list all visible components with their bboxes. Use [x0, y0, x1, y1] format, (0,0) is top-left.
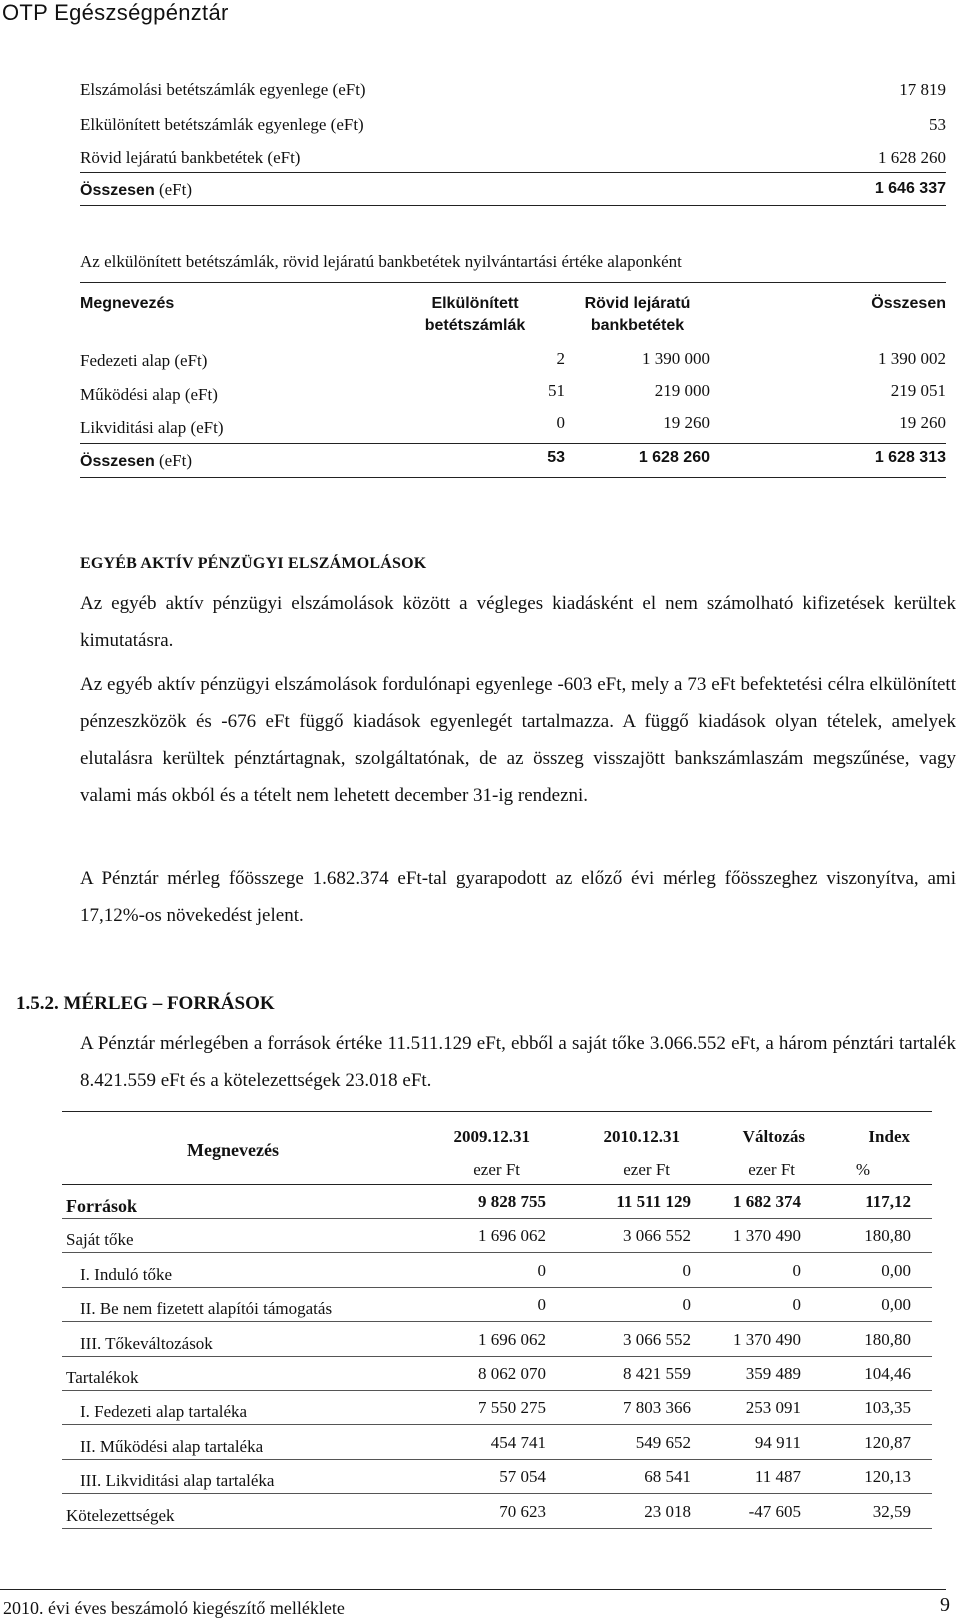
paragraph: Az egyéb aktív pénzügyi elszámolások fordulónapi egyenlege -603 eFt, mely a 73 eFt befektetési célra elkülönített pénzeszközök és -676 eFt függő kiadások egyenlegét tartalmazza. A függő kiadások olyan tételek, amelyek elutalásra kerültek pénztártagnak, szolgáltatónak, de az összeg visszajött bankszámlaszám megszűnése, vagy valami más okból és a tételt nem lehetett december 31-ig rendezni. — [80, 674, 956, 806]
cell: 0 — [792, 1295, 801, 1315]
cell: 11 511 129 — [616, 1192, 691, 1211]
page-number: 9 — [940, 1594, 950, 1616]
cell: 1 696 062 — [478, 1329, 546, 1349]
paragraph: A Pénztár mérleg főösszege 1.682.374 eFt-tal gyarapodott az előző évi mérleg főösszeghez viszonyítva, ami 17,12%-os növekedést jelent. — [80, 868, 956, 926]
column-header-name: Megnevezés — [187, 1140, 279, 1160]
row-label: III. Likviditási alap tartaléka — [80, 1471, 275, 1491]
row-divider — [62, 1528, 932, 1529]
cell: -47 605 — [748, 1501, 801, 1521]
cell: 1 370 490 — [733, 1329, 801, 1349]
footer-divider — [0, 1589, 946, 1590]
cell: 219 000 — [654, 381, 710, 400]
column-unit: ezer Ft — [748, 1160, 795, 1179]
row-value: 17 819 — [899, 80, 946, 99]
column-header: Változás — [742, 1127, 805, 1146]
row-value: 53 — [929, 115, 946, 134]
cell: 8 421 559 — [623, 1364, 691, 1383]
column-header-name: Megnevezés — [80, 295, 175, 312]
divider — [62, 1111, 932, 1112]
column-header-separate: Elkülönített betétszámlák — [424, 295, 526, 334]
row-label: I. Induló tőke — [80, 1264, 173, 1284]
cell: 3 066 552 — [623, 1226, 691, 1246]
cell: 0 — [556, 413, 565, 432]
cell: 70 623 — [499, 1501, 546, 1521]
cell: 8 062 070 — [478, 1364, 546, 1383]
row-label: Rövid lejáratú bankbetétek (eFt) — [80, 148, 301, 167]
row-label: I. Fedezeti alap tartaléka — [80, 1402, 248, 1422]
total-cell: 1 628 260 — [638, 449, 710, 466]
fund-table-caption: Az elkülönített betétszámlák, rövid lejáratú bankbetétek nyilvántartási értéke alaponként — [80, 252, 682, 271]
row-divider — [62, 1493, 932, 1494]
row-divider — [62, 1424, 932, 1425]
cell: 19 260 — [663, 413, 710, 432]
section-heading: 1.5.2. MÉRLEG – FORRÁSOK — [16, 993, 275, 1014]
divider — [62, 1184, 932, 1185]
row-divider — [62, 1321, 932, 1322]
total-label: Összesen — [80, 182, 155, 199]
cell: 9 828 755 — [478, 1192, 546, 1211]
cell: 117,12 — [865, 1192, 911, 1211]
row-label: Elszámolási betétszámlák egyenlege (eFt) — [80, 80, 366, 99]
row-label: Saját tőke — [66, 1230, 134, 1250]
row-label: Működési alap (eFt) — [80, 385, 218, 404]
cell: 0 — [682, 1295, 691, 1315]
row-label: II. Be nem fizetett alapítói támogatás — [80, 1299, 333, 1319]
column-header: 2010.12.31 — [603, 1127, 680, 1146]
row-label: II. Működési alap tartaléka — [80, 1436, 264, 1456]
cell: 180,80 — [864, 1226, 911, 1246]
cell: 0 — [792, 1260, 801, 1280]
section-heading: EGYÉB AKTÍV PÉNZÜGYI ELSZÁMOLÁSOK — [80, 555, 427, 572]
cell: 0 — [537, 1295, 546, 1315]
total-cell: 53 — [547, 449, 565, 466]
paragraph: A Pénztár mérlegében a források értéke 11.511.129 eFt, ebből a saját tőke 3.066.552 eFt, a három pénztári tartalék 8.421.559 eFt és a kötelezettségek 23.018 eFt. — [80, 1033, 956, 1091]
cell: 0,00 — [881, 1295, 911, 1315]
cell: 23 018 — [644, 1501, 691, 1521]
cell: 2 — [556, 349, 565, 368]
row-divider — [62, 1356, 932, 1357]
row-divider — [62, 1390, 932, 1391]
cell: 0 — [682, 1260, 691, 1280]
cell: 19 260 — [899, 413, 946, 432]
row-label: Források — [66, 1196, 137, 1216]
row-divider — [62, 1218, 932, 1219]
cell: 57 054 — [499, 1467, 546, 1487]
cell: 219 051 — [890, 381, 946, 400]
column-unit: ezer Ft — [623, 1160, 670, 1179]
cell: 120,87 — [864, 1432, 911, 1452]
cell: 120,13 — [864, 1467, 911, 1487]
total-row-label: Összesen (eFt) — [80, 451, 193, 470]
cell: 1 696 062 — [478, 1226, 546, 1246]
page-header-title: OTP Egészségpénztár — [2, 0, 229, 25]
column-unit: ezer Ft — [473, 1160, 520, 1179]
footer-text: 2010. évi éves beszámoló kiegészítő melléklete — [3, 1598, 345, 1618]
cell: 1 370 490 — [733, 1226, 801, 1246]
cell: 7 550 275 — [478, 1398, 546, 1418]
column-header: Index — [868, 1127, 910, 1146]
column-header-deposits: Rövid lejáratú bankbetétek — [584, 295, 691, 334]
total-value: 1 646 337 — [874, 180, 946, 197]
cell: 0 — [537, 1260, 546, 1280]
cell: 3 066 552 — [623, 1329, 691, 1349]
cell: 94 911 — [754, 1432, 801, 1452]
cell: 32,59 — [872, 1501, 911, 1521]
cell: 1 390 002 — [878, 349, 946, 368]
row-label: III. Tőkeváltozások — [80, 1333, 213, 1353]
cell: 7 803 366 — [623, 1398, 691, 1418]
row-divider — [62, 1252, 932, 1253]
cell: 104,46 — [864, 1364, 911, 1383]
cell: 359 489 — [745, 1364, 801, 1383]
cell: 454 741 — [490, 1432, 546, 1452]
cell: 103,35 — [864, 1398, 911, 1418]
row-label: Kötelezettségek — [66, 1505, 175, 1525]
cell: 253 091 — [745, 1398, 801, 1418]
cell: 68 541 — [644, 1467, 691, 1487]
column-header: 2009.12.31 — [453, 1127, 530, 1146]
row-divider — [62, 1459, 932, 1460]
row-divider — [62, 1287, 932, 1288]
row-label: Elkülönített betétszámlák egyenlege (eFt) — [80, 115, 364, 134]
cell: 51 — [548, 381, 565, 400]
cell: 0,00 — [881, 1260, 911, 1280]
row-value: 1 628 260 — [878, 148, 946, 167]
total-label-unit: (eFt) — [154, 180, 193, 199]
paragraph: Az egyéb aktív pénzügyi elszámolások között a végleges kiadásként el nem számolható kifizetések kerültek kimutatásra. — [80, 593, 956, 651]
cell: 180,80 — [864, 1329, 911, 1349]
total-cell: 1 628 313 — [874, 449, 946, 466]
row-label: Likviditási alap (eFt) — [80, 418, 224, 437]
column-unit: % — [855, 1160, 870, 1179]
cell: 1 390 000 — [642, 349, 710, 368]
cell: 11 487 — [754, 1467, 801, 1487]
cell: 1 682 374 — [733, 1192, 801, 1211]
row-label: Fedezeti alap (eFt) — [80, 351, 208, 370]
row-label: Tartalékok — [66, 1368, 139, 1387]
column-header-total: Összesen — [871, 295, 946, 312]
cell: 549 652 — [635, 1432, 691, 1452]
